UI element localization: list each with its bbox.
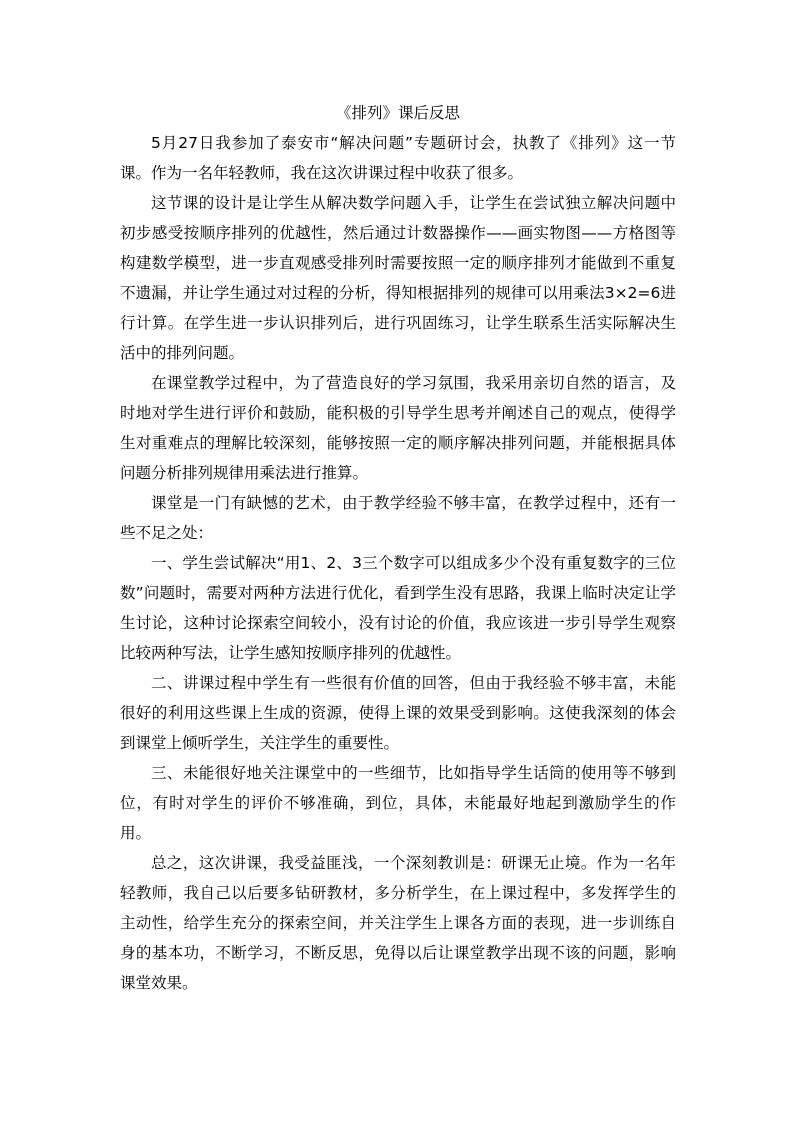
document-page — [120, 98, 676, 998]
paragraph-conclusion: 总之，这次讲课，我受益匪浅，一个深刻教训是：研课无止境。作为一名年轻教师，我自己以后要多钻研教材，多分析学生，在上课过程中，多发挥学生的主动性，给学生充分的探索空间，并关注学生上课各方面的表现，进一步训练自身的基本功，不断学习，不断反思，免得以后让课堂教学出现不该的问题，影响课堂效果。 — [120, 854, 676, 992]
paragraph-intro: 5月27日我参加了泰安市“解决问题”专题研讨会，执教了《排列》这一节课。作为一名年轻教师，我在这次讲课过程中收获了很多。 — [120, 134, 676, 182]
paragraph-teaching-process: 在课堂教学过程中，为了营造良好的学习氛围，我采用亲切自然的语言，及时地对学生进行评价和鼓励，能积极的引导学生思考并阐述自己的观点，使得学生对重难点的理解比较深刻，能够按照一定的顺序解决排列问题，并能根据具体问题分析排列规律用乘法进行推算。 — [120, 374, 676, 482]
document-title: 《排列》课后反思 — [335, 104, 460, 122]
paragraph-design: 这节课的设计是让学生从解决数学问题入手，让学生在尝试独立解决问题中初步感受按顺序排列的优越性，然后通过计数器操作——画实物图——方格图等构建数学模型，进一步直观感受排列时需要按照一定的顺序排列才能做到不重复不遗漏，并让学生通过对过程的分析，得知根据排列的规律可以用乘法3×2=6进行计算。在学生进一步认识排列后，进行巩固练习，让学生联系生活实际解决生活中的排列问题。 — [120, 194, 676, 362]
paragraph-shortcoming-3: 三、未能很好地关注课堂中的一些细节，比如指导学生话筒的使用等不够到位，有时对学生的评价不够准确，到位，具体，未能最好地起到激励学生的作用。 — [120, 764, 676, 842]
paragraph-shortcomings-intro: 课堂是一门有缺憾的艺术，由于教学经验不够丰富，在教学过程中，还有一些不足之处： — [120, 494, 676, 542]
paragraph-shortcoming-1: 一、学生尝试解决“用1、2、3三个数字可以组成多少个没有重复数字的三位数”问题时，需要对两种方法进行优化，看到学生没有思路，我课上临时决定让学生讨论，这种讨论探索空间较小，没有讨论的价值，我应该进一步引导学生观察比较两种写法，让学生感知按顺序排列的优越性。 — [120, 554, 676, 662]
paragraph-shortcoming-2: 二、讲课过程中学生有一些很有价值的回答，但由于我经验不够丰富，未能很好的利用这些课上生成的资源，使得上课的效果受到影响。这使我深刻的体会到课堂上倾听学生，关注学生的重要性。 — [120, 674, 676, 752]
